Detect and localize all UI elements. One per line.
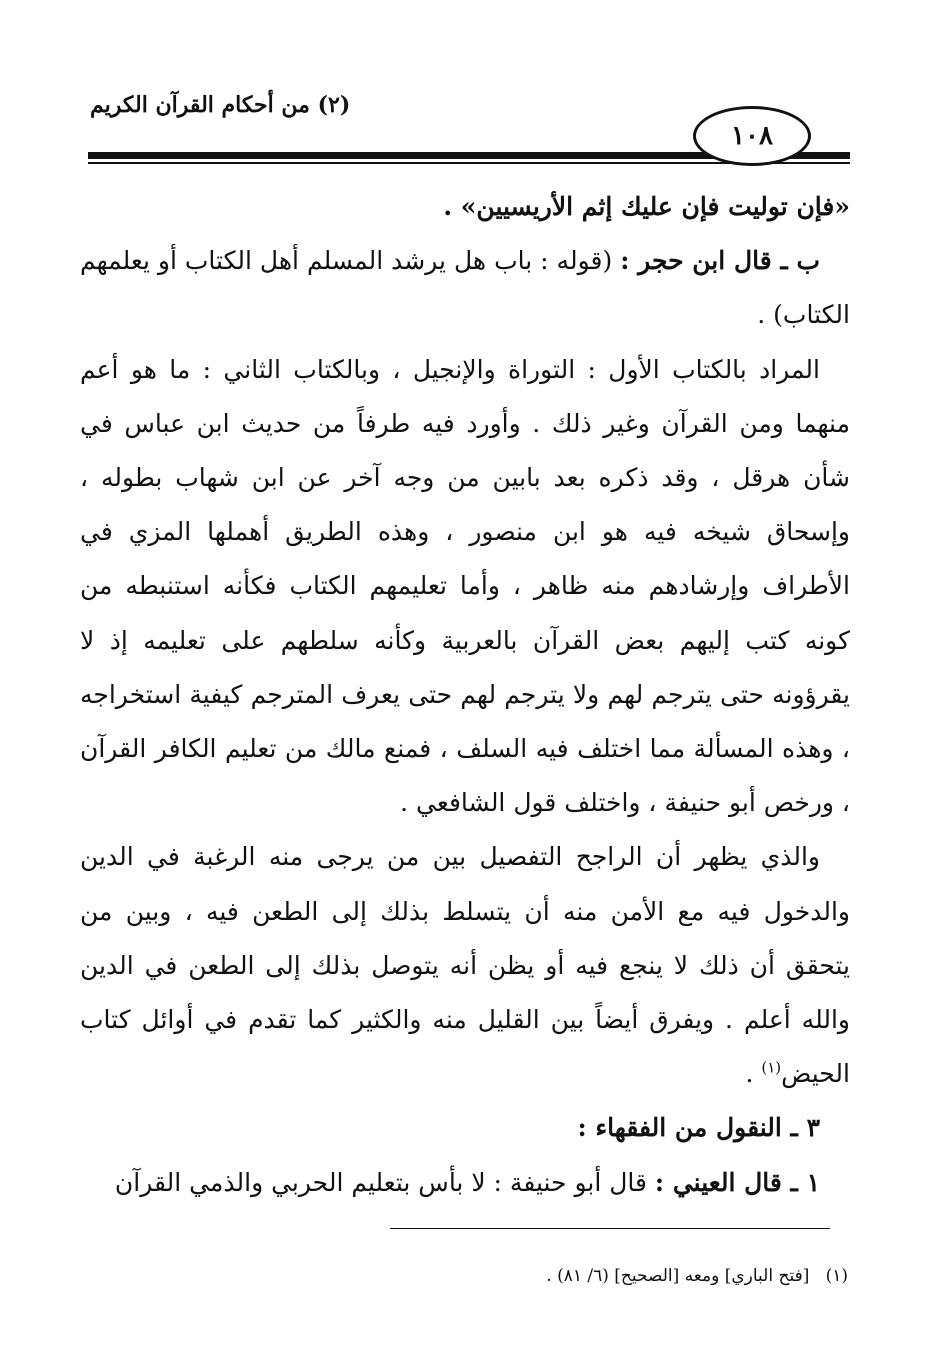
page-number: ١٠٨ — [731, 121, 773, 151]
footnote-reference: (١) — [761, 1058, 782, 1077]
quote-paragraph — [80, 180, 850, 234]
al-ayni-text: قال أبو حنيفة : لا بأس بتعليم الحربي والذمي القرآن — [114, 1167, 647, 1197]
explanation-paragraph: المراد بالكتاب الأول : التوراة والإنجيل ، وبالكتاب الثاني : ما هو أعم منهما ومن القرآن وغير ذلك . وأورد فيه طرفاً من حديث ابن عباس في شأن هرقل ، وقد ذكره بعد بابين من وجه آخر عن ابن شهاب بطوله ، وإسحاق شيخه فيه هو ابن منصور ، وهذه الطريق أهملها المزي في الأطراف وإرشادهم منه ظاهر ، وأما تعليمهم الكتاب فكأنه استنبطه من كونه كتب إليهم بعض القرآن بالعربية وكأنه سلطهم على تعليمه إذ لا يقرؤونه حتى يترجم لهم ولا يترجم لهم حتى يعرف المترجم كيفية استخراجه ، وهذه المسألة مما اختلف فيه السلف ، فمنع مالك من تعليم الكافر القرآن ، ورخص أبو حنيفة ، واختلف قول الشافعي . — [80, 354, 850, 818]
preferred-view-end: . — [745, 1059, 762, 1089]
footnote-text: [فتح الباري] ومعه [الصحيح] (٦/ ٨١) . — [546, 1266, 810, 1286]
section-heading-paragraph — [80, 1101, 850, 1155]
body-text — [80, 180, 850, 1210]
ibn-hajar-label: ب ـ قال ابن حجر : — [620, 246, 820, 276]
footnote — [90, 1266, 848, 1286]
running-title: (٢) من أحكام القرآن الكريم — [90, 92, 351, 118]
al-ayni-label: ١ ـ قال العيني : — [654, 1167, 820, 1197]
footnote-rule — [390, 1228, 830, 1229]
al-ayni-paragraph — [80, 1156, 850, 1210]
quote-text: «فإن توليت فإن عليك إثم الأريسيين» . — [443, 192, 850, 221]
preferred-view-paragraph — [80, 830, 850, 1101]
section-heading: ٣ ـ النقول من الفقهاء : — [577, 1113, 820, 1143]
preferred-view-text: والذي يظهر أن الراجح التفصيل بين من يرجى منه الرغبة في الدين والدخول فيه مع الأمن منه أن يتسلط بذلك إلى الطعن فيه ، وبين من يتحقق أن ذلك لا ينجع فيه أو يظن أنه يتوصل بذلك إلى الطعن في الدين والله أعلم . ويفرق أيضاً بين القليل منه والكثير كما تقدم في أوائل كتاب الحيض — [80, 842, 850, 1089]
footnote-marker: (١) — [825, 1266, 848, 1286]
ibn-hajar-text: (قوله : باب هل يرشد المسلم أهل الكتاب أو يعلمهم الكتاب) . — [80, 246, 850, 330]
page-number-oval — [693, 106, 811, 166]
ibn-hajar-paragraph — [80, 234, 850, 342]
